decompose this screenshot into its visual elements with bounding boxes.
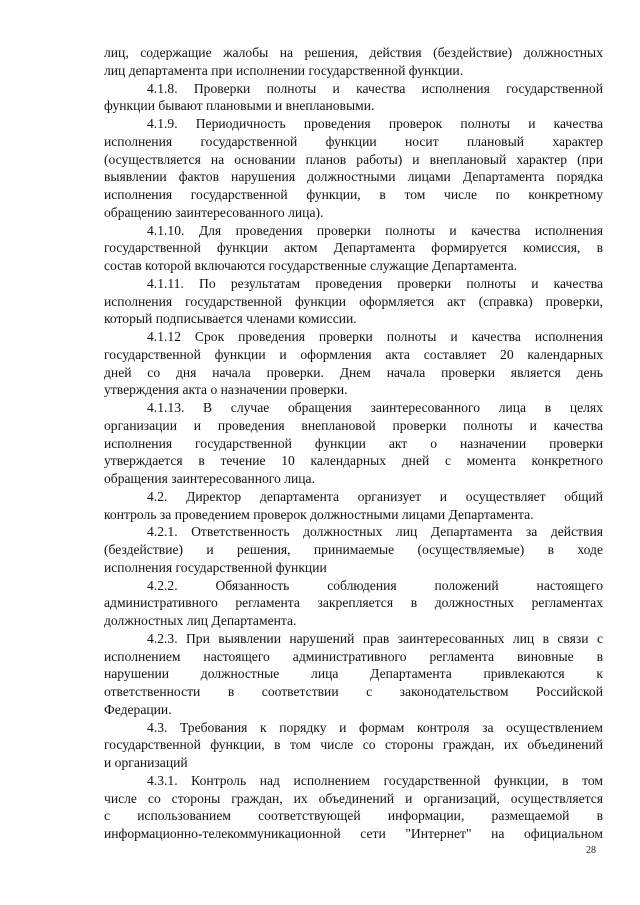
text-line: лиц, содержащие жалобы на решения, действия (бездействие) должностных — [104, 45, 603, 60]
text-line: 4.1.13. В случае обращения заинтересованного лица в целях — [147, 400, 603, 415]
text-line: функции бывают плановыми и внеплановыми. — [104, 98, 375, 114]
text-line: и организаций — [104, 755, 188, 770]
text-line: контроль за проведением проверок должностными лицами Департамента. — [104, 506, 534, 522]
text-line: Федерации. — [104, 701, 172, 717]
text-line: утверждения акта о назначении проверки. — [104, 382, 348, 398]
text-line: нарушении должностные лица Департамента привлекаются к — [104, 666, 603, 682]
text-line: 4.1.12 Срок проведения проверки полноты и качества исполнения — [147, 329, 603, 344]
text-line: лиц департамента при исполнении государственной функции. — [104, 62, 464, 78]
text-line: 4.3.1. Контроль над исполнением государственной функции, в том — [147, 772, 603, 788]
text-line: ответственности в соответствии с законодательством Российской — [104, 684, 603, 699]
text-line: 4.2.2. Обязанность соблюдения положений настоящего — [147, 577, 603, 593]
page-number: 28 — [586, 845, 596, 856]
text-line: выявлении фактов нарушения должностными лицами Департамента порядка — [104, 169, 603, 185]
text-line: числе со стороны граждан, их объединений и организаций, осуществляется — [104, 790, 603, 806]
text-line: исполнения государственной функции носит плановый характер — [104, 133, 603, 149]
text-line: 4.2.1. Ответственность должностных лиц Департамента за действия — [147, 524, 603, 540]
text-line: государственной функции актом Департамента формируется комиссия, в — [104, 240, 603, 256]
text-line: обращению заинтересованного лица). — [104, 204, 324, 220]
text-line: 4.1.10. Для проведения проверки полноты и качества исполнения — [147, 222, 603, 238]
text-line: 4.1.9. Периодичность проведения проверок полноты и качества — [147, 116, 603, 131]
text-line: 4.3. Требования к порядку и формам контроля за осуществлением — [147, 719, 603, 735]
text-line: исполнения государственной функции акт о назначении проверки — [104, 435, 603, 451]
text-line: исполнения государственной функции — [104, 559, 327, 575]
text-line: 4.2. Директор департамента организует и осуществляет общий — [147, 488, 603, 504]
text-line: должностных лиц Департамента. — [104, 613, 297, 628]
text-line: 4.1.11. По результатам проведения проверки полноты и качества — [147, 275, 603, 291]
text-line: (осуществляется на основании планов работы) и внеплановый характер (при — [104, 151, 603, 167]
text-line: организации и проведения внеплановой проверки полноты и качества — [104, 417, 603, 433]
text-line: исполнением настоящего административного регламента виновные в — [104, 648, 603, 664]
text-line: 4.2.3. При выявлении нарушений прав заинтересованных лиц в связи с — [147, 630, 603, 646]
text-line: обращения заинтересованного лица. — [104, 471, 315, 486]
text-line: дней со дня начала проверки. Днем начала проверки является день — [104, 364, 603, 380]
text-line: государственной функции, в том числе со стороны граждан, их объединений — [104, 737, 603, 753]
text-line: государственной функции и оформления акта составляет 20 календарных — [104, 346, 603, 362]
text-line: (бездействие) и решения, принимаемые (осуществляемые) в ходе — [104, 542, 603, 557]
text-line: административного регламента закрепляется в должностных регламентах — [104, 595, 603, 611]
text-line: исполнения государственной функции, в том числе по конкретному — [104, 187, 603, 202]
text-line: с использованием соответствующей информации, размещаемой в — [104, 808, 603, 824]
document-body — [104, 44, 603, 843]
text-line: состав которой включаются государственные служащие Департамента. — [104, 258, 517, 273]
text-line: утверждается в течение 10 календарных дней с момента конкретного — [104, 453, 603, 469]
text-line: который подписывается членами комиссии. — [104, 311, 357, 327]
text-line: исполнения государственной функции оформляется акт (справка) проверки, — [104, 293, 603, 309]
text-line: информационно-телекоммуникационной сети "Интернет" на официальном — [104, 826, 603, 841]
text-line: 4.1.8. Проверки полноты и качества исполнения государственной — [147, 80, 603, 96]
